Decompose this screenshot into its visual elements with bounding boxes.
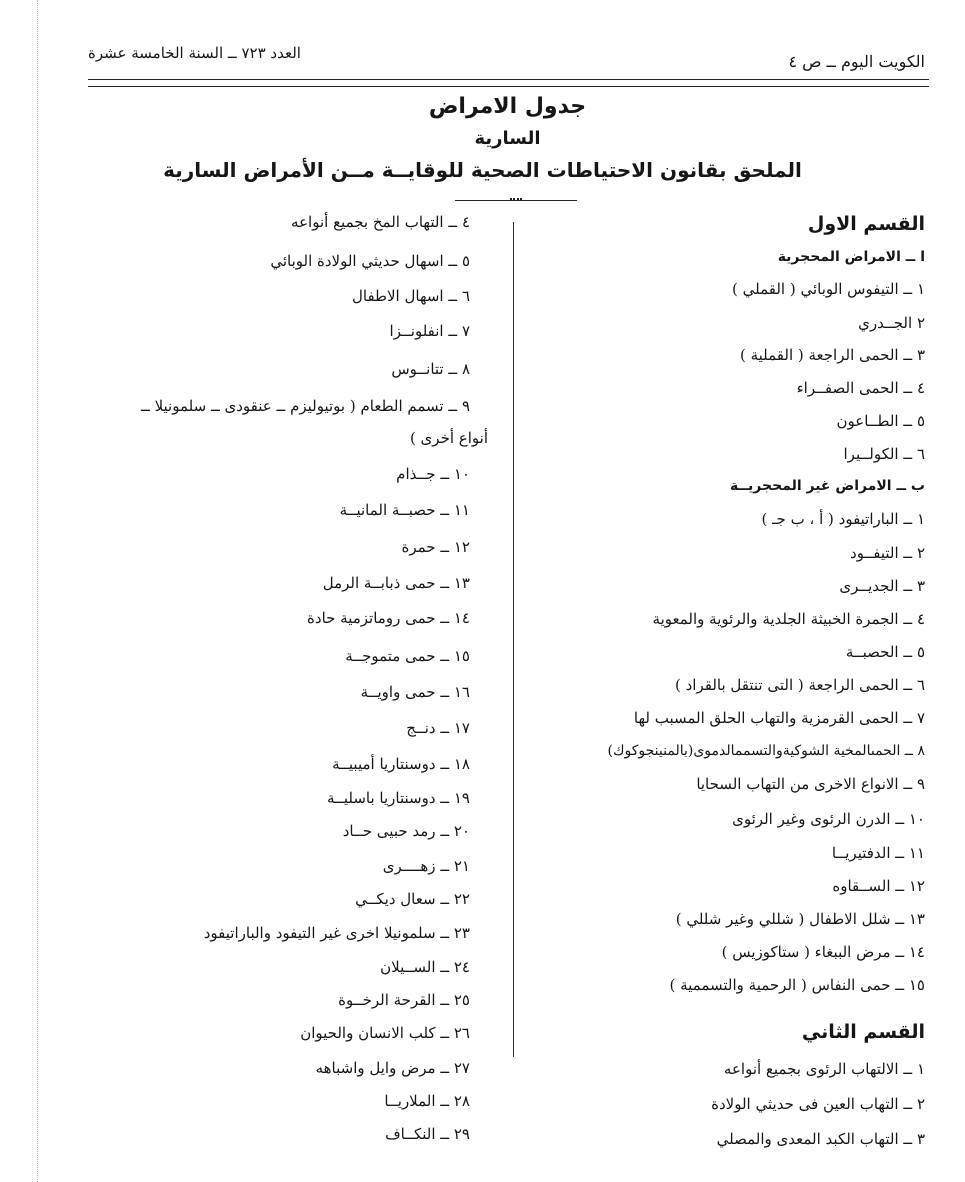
- group-b-heading: ب ــ الامراض غير المحجريــة: [729, 478, 925, 494]
- list-item: ١٥ ــ حمى النفاس ( الرحمية والتسممية ): [669, 976, 925, 994]
- issue-info: العدد ٧٢٣ ــ السنة الخامسة عشرة: [88, 44, 301, 62]
- list-item: ١٠ ــ جــذام: [396, 465, 470, 483]
- list-item: ٦ ــ اسهال الاطفال: [352, 287, 470, 305]
- list-item: ١٤ ــ مرض الببغاء ( ستاكوزيس ): [721, 943, 925, 961]
- list-item-continuation: أنواع أخرى ): [409, 429, 488, 447]
- list-item: ٢٣ ــ سلمونيلا اخرى غير التيفود والباراتيفود: [203, 924, 470, 942]
- list-item: ٣ ــ الجديــرى: [839, 577, 925, 595]
- list-item: ١١ ــ الدفتيريــا: [831, 844, 925, 862]
- list-item: ٦ ــ الحمى الراجعة ( التى تنتقل بالقراد ): [675, 676, 925, 694]
- title-ornament: [455, 200, 577, 201]
- header-rule-thin: [88, 86, 929, 87]
- list-item: ٢ الجــدري: [858, 314, 925, 332]
- list-item: ١ ــ الباراتيفود ( أ ، ب جـ ): [761, 510, 925, 528]
- list-item: ٢٢ ــ سعال ديكــي: [355, 890, 470, 908]
- page-info: الكويت اليوم ــ ص ٤: [788, 52, 925, 71]
- list-item: ٥ ــ الطــاعون: [836, 412, 925, 430]
- column-divider: [513, 222, 514, 1057]
- list-item: ٧ ــ انفلونــزا: [389, 322, 470, 340]
- list-item: ١٧ ــ دنــج: [406, 719, 470, 737]
- list-item: ١٠ ــ الدرن الرئوى وغير الرئوى: [732, 810, 925, 828]
- list-item: ١٣ ــ حمى ذبابــة الرمل: [322, 574, 470, 592]
- list-item: ٥ ــ اسهال حديثي الولادة الوبائي: [270, 252, 470, 270]
- list-item: ١ ــ الالتهاب الرئوى بجميع أنواعه: [723, 1060, 925, 1078]
- list-item: ٢٩ ــ النكــاف: [385, 1125, 470, 1143]
- group-a-heading: ا ــ الامراض المحجرية: [777, 249, 925, 265]
- list-item: ٢ ــ التيفــود: [850, 544, 925, 562]
- list-item: ٤ ــ الحمى الصفــراء: [796, 379, 925, 397]
- list-item: ١٢ ــ الســقاوه: [832, 877, 925, 895]
- list-item: ١٥ ــ حمى متموجــة: [345, 647, 470, 665]
- list-item: ١٨ ــ دوسنتاريا أميبيــة: [332, 755, 470, 773]
- list-item: ٩ ــ الانواع الاخرى من التهاب السحايا: [696, 775, 925, 793]
- list-item: ٢ ــ التهاب العين فى حديثي الولادة: [711, 1095, 925, 1113]
- list-item: ٩ ــ تسمم الطعام ( بوتيوليزم ــ عنقودى ــ سلمونيلا ــ: [141, 397, 470, 415]
- list-item: ٢٥ ــ القرحة الرخــوة: [338, 991, 470, 1009]
- page-subtitle: السارية: [474, 128, 541, 149]
- list-item: ١٢ ــ حمرة: [401, 538, 470, 556]
- page-title: جدول الامراض: [428, 94, 587, 119]
- list-item: ٢٠ ــ رمد حبيى حــاد: [342, 822, 470, 840]
- list-item: ١٦ ــ حمى واويــة: [360, 683, 470, 701]
- list-item: ٢١ ــ زهــــرى: [382, 857, 470, 875]
- list-item: ٢٦ ــ كلب الانسان والحيوان: [300, 1024, 470, 1042]
- list-item: ٢٤ ــ الســيلان: [380, 958, 470, 976]
- section2-heading: القسم الثاني: [801, 1021, 925, 1043]
- list-item: ١٣ ــ شلل الاطفال ( شللي وغير شللي ): [675, 910, 925, 928]
- list-item: ٢٨ ــ الملاريــا: [384, 1092, 470, 1110]
- section1-heading: القسم الاول: [807, 213, 925, 235]
- list-item: ٧ ــ الحمى القرمزية والتهاب الحلق المسبب لها: [633, 709, 925, 727]
- header-rule: [88, 79, 929, 80]
- list-item: ٣ ــ الحمى الراجعة ( القملية ): [739, 346, 925, 364]
- list-item: ٦ ــ الكولــيرا: [843, 445, 925, 463]
- list-item: ١٤ ــ حمى روماتزمية حادة: [307, 609, 470, 627]
- list-item: ٨ ــ تتانــوس: [391, 360, 470, 378]
- list-item: ٣ ــ التهاب الكبد المعدى والمصلي: [716, 1130, 925, 1148]
- list-item: ٤ ــ الجمرة الخبيثة الجلدية والرئوية والمعوية: [652, 610, 925, 628]
- list-item: ٤ ــ التهاب المخ بجميع أنواعه: [291, 213, 470, 231]
- list-item: ١ ــ التيفوس الوبائي ( القملي ): [732, 280, 925, 298]
- list-item: ١٩ ــ دوسنتاريا باسليــة: [327, 789, 470, 807]
- page-title-annex: الملحق بقانون الاحتياطات الصحية للوقايــة مــن الأمراض السارية: [163, 158, 802, 182]
- list-item: ٢٧ ــ مرض وايل واشباهه: [315, 1059, 470, 1077]
- list-item: ١١ ــ حصبــة المانيــة: [339, 501, 470, 519]
- list-item: ٨ ــ الحمىالمخية الشوكيةوالتسممالدموى(بالمنينجوكوك): [607, 743, 925, 759]
- list-item: ٥ ــ الحصبــة: [845, 643, 925, 661]
